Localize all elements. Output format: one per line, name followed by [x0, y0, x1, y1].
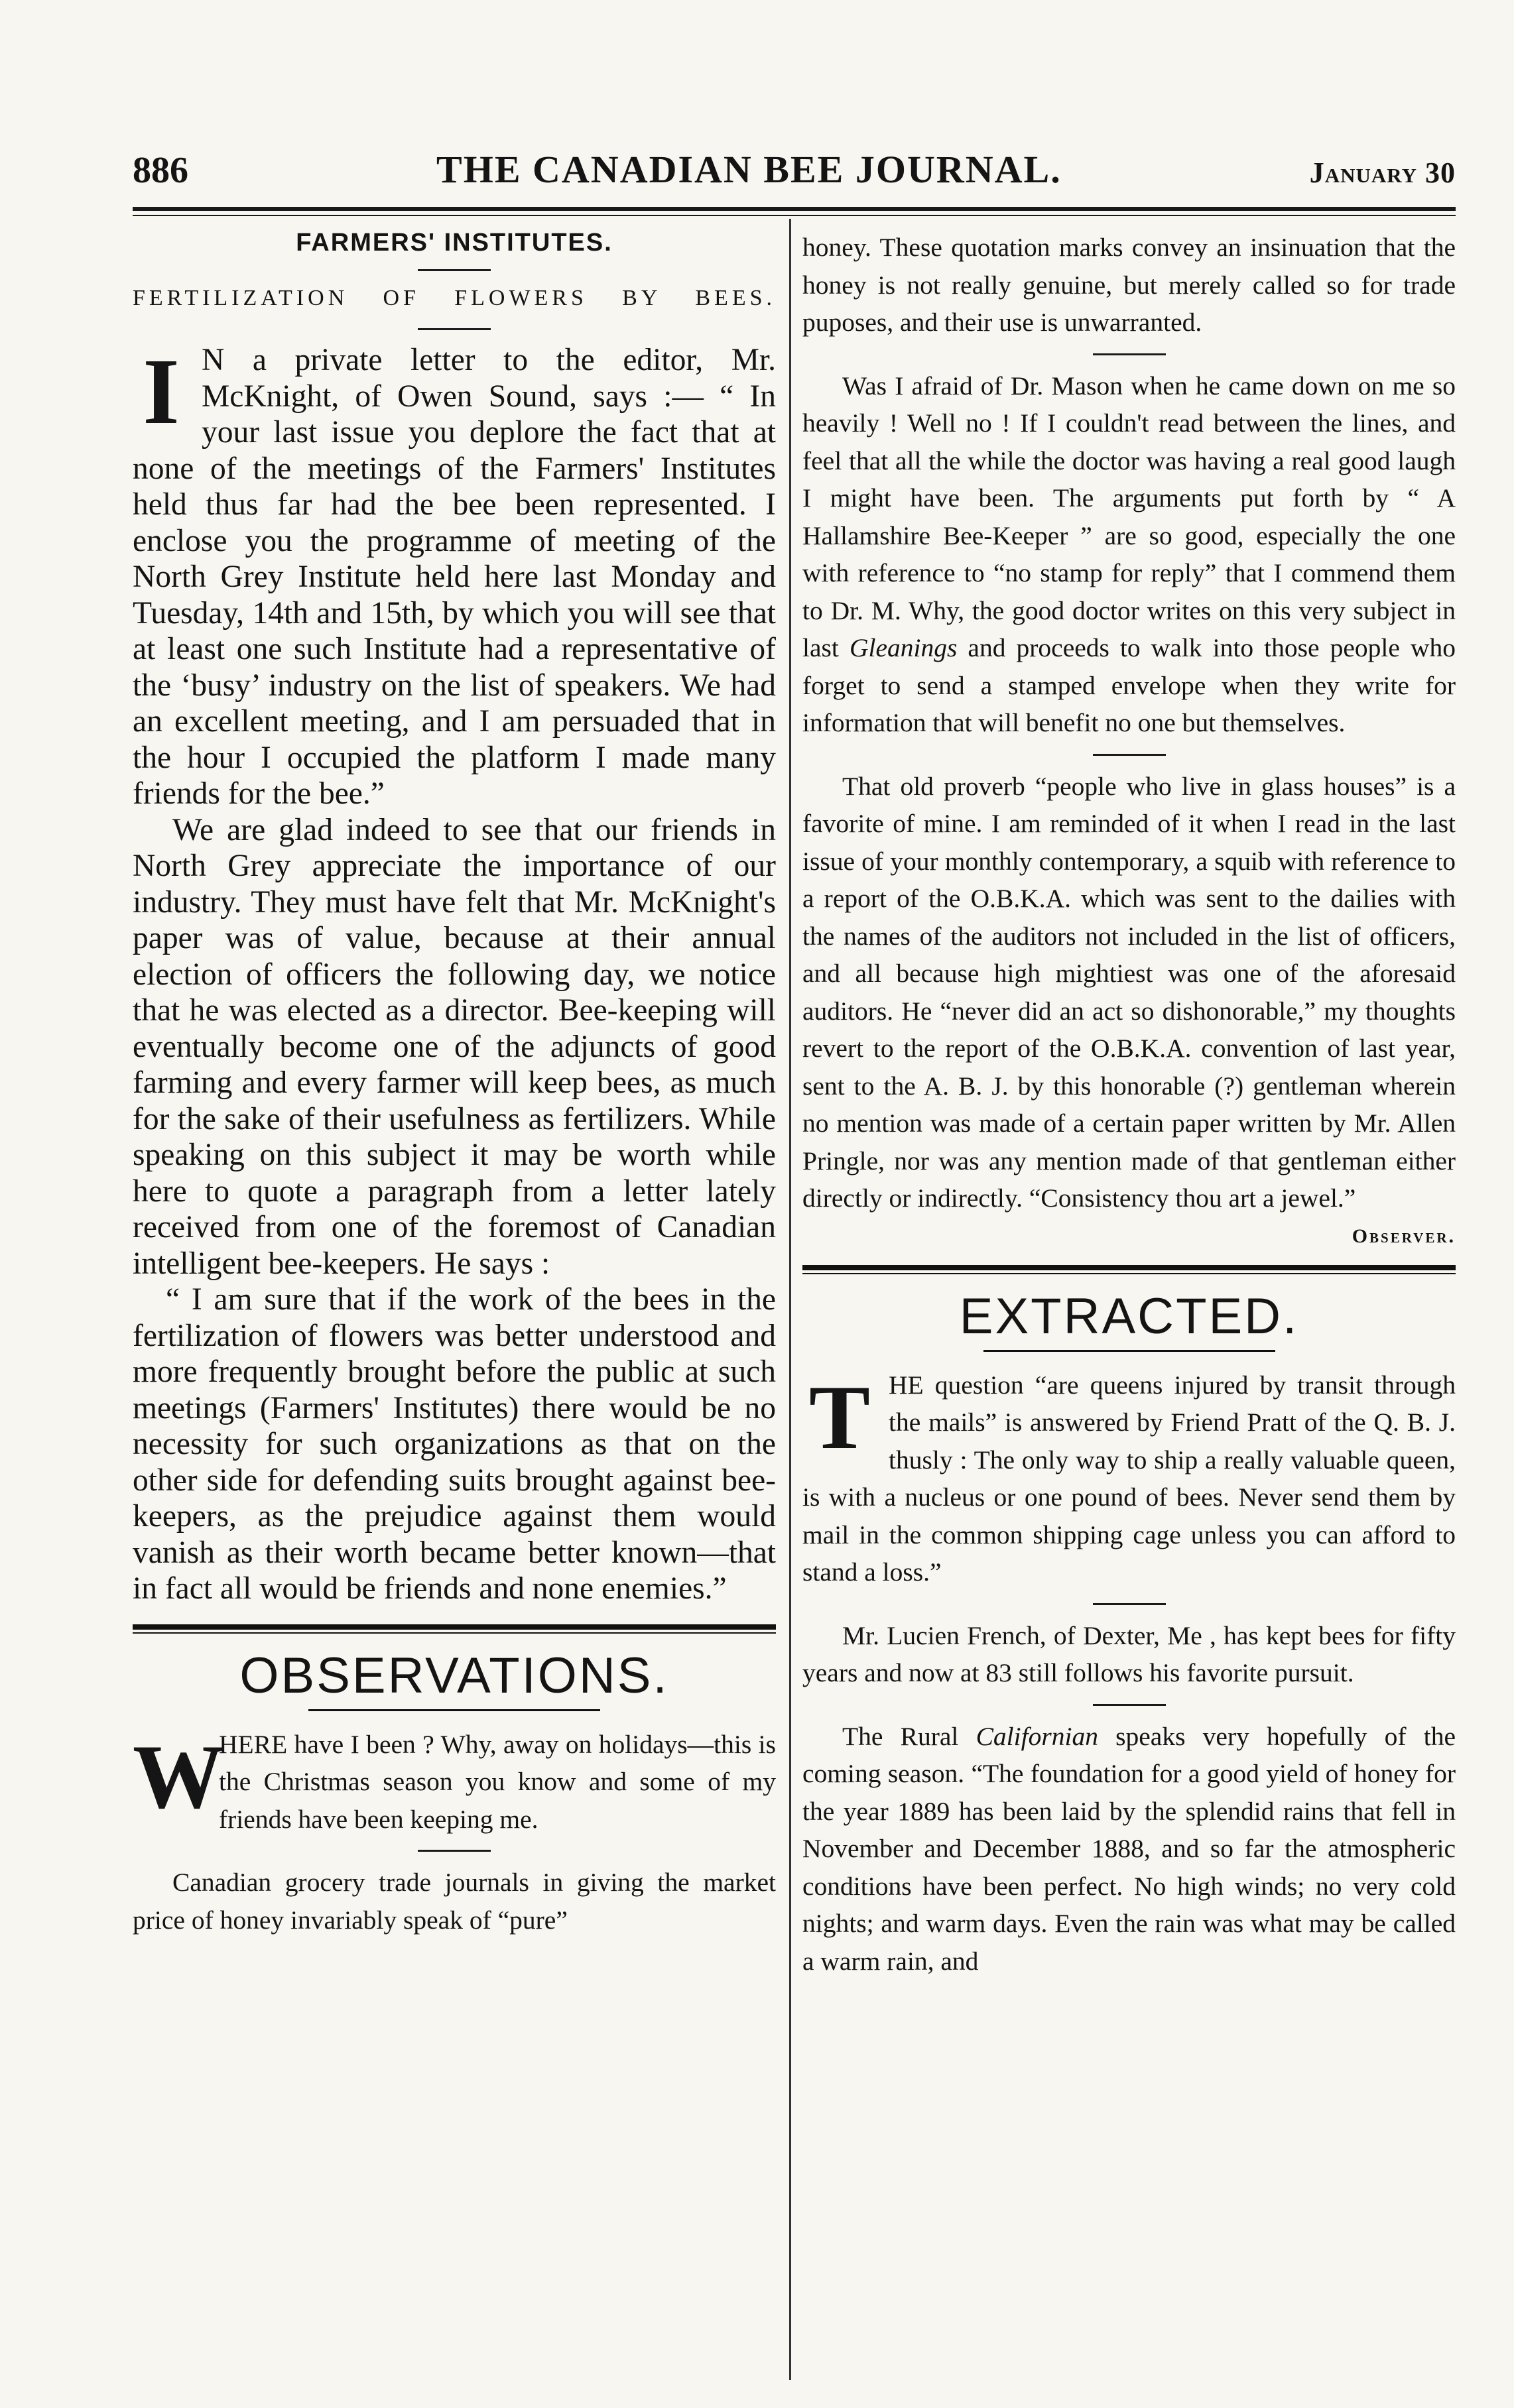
- page-number: 886: [133, 150, 188, 191]
- drop-cap-t: T: [808, 1366, 871, 1468]
- running-head: [133, 147, 1456, 200]
- section-rule-thin: [802, 1273, 1456, 1274]
- mason-text: Was I afraid of Dr. Mason when he came down on me so heavily ! Well no ! If I couldn't read between the lines, and feel that all the while the doctor was having a real good laugh I might have been. The arguments put forth by “ A Hallamshire Bee-Keeper ” are so good, especially the one with reference to “no stamp for reply” that I commend them to Dr. M. Why, the good doctor writes on this very subject in last: [802, 371, 1456, 662]
- letter-text: N a private letter to the editor, Mr. McKnight, of Owen Sound, says :— “ In your last issue you deplore the fact that at none of the meetings of the Farmers' Institutes held thus far had the bee been represented. I enclose you the programme of meeting of the North Grey Institute held here last Monday and Tuesday, 14th and 15th, by which you will see that at least one such Institute had a representative of the ‘busy’ industry on the list of speakers. We had an excellent meeting, and I am persuaded that in the hour I occupied the platform I made many friends for the bee.”: [133, 343, 776, 811]
- letter-paragraph: [133, 339, 776, 812]
- section-rule-thin: [133, 1632, 776, 1634]
- french-paragraph: Mr. Lucien French, of Dexter, Me , has kept bees for fifty years and now at 83 still follows his favorite pursuit.: [802, 1620, 1456, 1687]
- short-rule: [1093, 1704, 1166, 1706]
- observations-heading: OBSERVATIONS.: [239, 1647, 669, 1704]
- header-rule: [133, 207, 1456, 211]
- short-rule: [1093, 353, 1166, 355]
- mason-text-end: and proceeds to walk into those people who forget to send a stamped envelope when they write for information that will benefit no one but themselves.: [802, 633, 1456, 737]
- short-rule: [1093, 754, 1166, 756]
- drop-cap-w: W: [133, 1725, 224, 1827]
- quoted-paragraph: “ I am sure that if the work of the bees in the fertilization of flowers was better understood and more frequently brought before the public at such meetings (Farmers' Institutes) there would be no necessity for such organizations as that on the other side for defending suits brought against bee-keepers, as the prejudice against them would vanish as their worth became better known—that in fact all would be friends and none enemies.”: [133, 1282, 776, 1606]
- journal-title: THE CANADIAN BEE JOURNAL.: [436, 148, 1062, 191]
- article-subtitle: FERTILIZATION OF FLOWERS BY BEES.: [133, 286, 776, 310]
- heading-underline: [983, 1350, 1275, 1352]
- observations-text: HERE have I been ? Why, away on holidays—this is the Christmas season you know and some of my friends have been keeping me.: [219, 1729, 776, 1834]
- column-divider: [789, 219, 791, 2380]
- queens-text: HE question “are queens injured by transit through the mails” is answered by Friend Pratt of the Q. B. J. thusly : The only way to ship a really valuable queen, is with a nucleus or one pound of bees. Never send them by mail in the common shipping cage unless you can afford to stand a loss.”: [802, 1370, 1456, 1587]
- section-rule-thick: [802, 1265, 1456, 1270]
- mason-paragraph: [802, 367, 1456, 742]
- drop-cap-i: I: [143, 339, 180, 444]
- section-title-farmers-institutes: FARMERS' INSTITUTES.: [296, 229, 613, 257]
- signature: Observer.: [1352, 1225, 1456, 1247]
- left-column: [133, 229, 776, 1939]
- honey-paragraph-continued: honey. These quotation marks convey an insinuation that the honey is not really genuine, but merely called so for trade puposes, and their use is unwarranted.: [802, 233, 1456, 337]
- californian-paragraph: [802, 1718, 1456, 1980]
- queens-paragraph: [802, 1366, 1456, 1591]
- proverb-paragraph: That old proverb “people who live in glass houses” is a favorite of mine. I am reminded of it when I read in the last issue of your monthly contemporary, a squib with reference to a report of the O.B.K.A. which was sent to the dailies with the names of the auditors not included in the list of officers, and all because high mightiest was one of the aforesaid auditors. He “never did an act so dishonorable,” my thoughts revert to the report of the O.B.K.A. convention of last year, sent to the A. B. J. by this honorable (?) gentleman wherein no mention was made of a certain paper written by Mr. Allen Pringle, nor was any mention made of that gentleman either directly or indirectly. “Consistency thou art a jewel.”: [802, 771, 1456, 1213]
- short-rule: [418, 328, 491, 330]
- editorial-paragraph: We are glad indeed to see that our friends in North Grey appreciate the importance of our industry. They must have felt that Mr. McKnight's paper was of value, because at their annual election of officers the following day, we notice that he was elected as a director. Bee-keeping will eventually become one of the adjuncts of good farming and every farmer will keep bees, as much for the sake of their usefulness as fertilizers. While speaking on this subject it may be worth while here to quote a paragraph from a letter lately received from one of the foremost of Canadian intelligent bee-keepers. He says :: [133, 812, 776, 1281]
- short-rule: [418, 269, 491, 271]
- extracted-heading: EXTRACTED.: [959, 1288, 1299, 1345]
- short-rule: [1093, 1603, 1166, 1605]
- heading-underline: [308, 1709, 600, 1711]
- californian-text: The Rural: [842, 1721, 959, 1751]
- right-column: [802, 229, 1456, 1980]
- short-rule: [418, 1850, 491, 1852]
- grocery-paragraph: Canadian grocery trade journals in giving the market price of honey invariably speak of “pure”: [133, 1868, 776, 1935]
- section-rule-thick: [133, 1624, 776, 1630]
- californian-title: Californian: [976, 1721, 1098, 1751]
- header-rule-thin: [133, 215, 1456, 216]
- observations-paragraph: [133, 1726, 776, 1838]
- californian-text-end: speaks very hopefully of the coming season. “The foundation for a good yield of honey for the year 1889 has been laid by the splendid rains that fell in November and December 1888, and so far the atmospheric conditions have been perfect. No high winds; no very cold nights; and warm days. Even the rain was what may be called a warm rain, and: [802, 1721, 1456, 1976]
- issue-date: January 30: [1309, 156, 1456, 189]
- gleanings-title: Gleanings: [849, 633, 958, 662]
